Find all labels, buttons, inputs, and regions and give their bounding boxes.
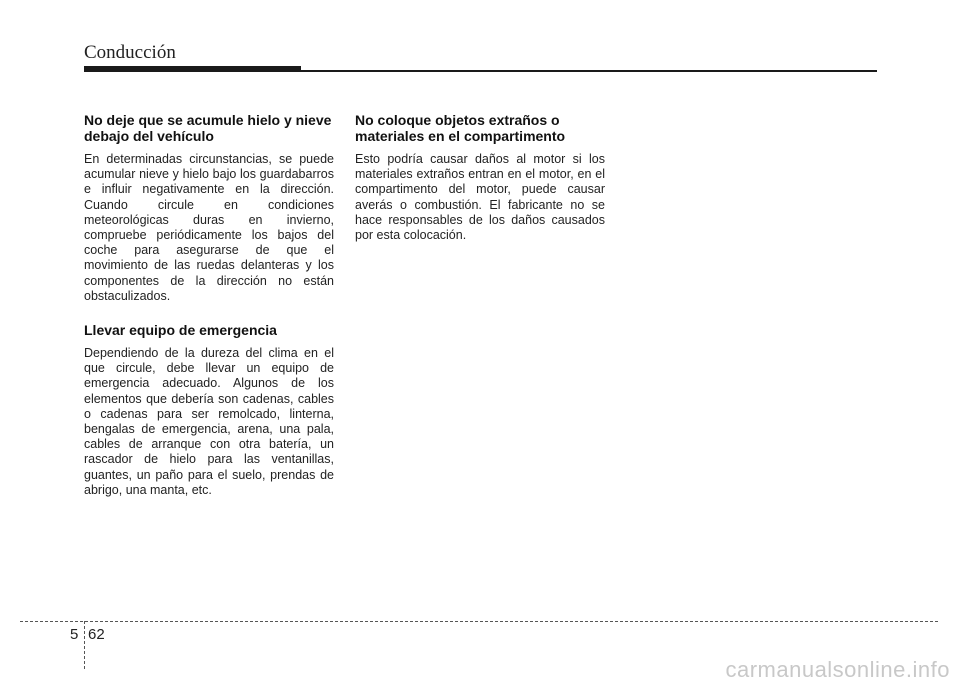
paragraph-emergency-equipment: Dependiendo de la dureza del clima en el que circule, debe llevar un equipo de emergencia adecuado. Algunos de los elementos que debería son cadenas, cables o cadenas para ser remolcado, linterna, bengalas de emergencia, arena, una pala, cables de arranque con otra batería, un rascador de hielo para las ventanillas, guantes, un paño para el suelo, prendas de abrigo, una manta, etc.: [84, 346, 334, 497]
heading-emergency-equipment: Llevar equipo de emergencia: [84, 322, 277, 339]
header-rule-thin: [301, 70, 877, 72]
footer-divider: [20, 621, 938, 622]
page-number: 62: [88, 626, 105, 643]
paragraph-ice-snow: En determinadas circunstancias, se puede acumular nieve y hielo bajo los guardabarros e influir negativamente en la dirección. Cuando circule en condiciones meteorológicas duras en invierno, compruebe periódicamente los bajos del coche para asegurarse de que el movimiento de las ruedas delanteras y los componentes de la dirección no están obstaculizados.: [84, 152, 334, 303]
header-rule-thick: [84, 66, 301, 72]
heading-ice-snow: No deje que se acumule hielo y nieve debajo del vehículo: [84, 112, 332, 144]
watermark: carmanualsonline.info: [725, 657, 950, 682]
chapter-number: 5: [70, 626, 79, 643]
heading-foreign-objects: No coloque objetos extraños o materiales en el compartimento: [355, 112, 566, 144]
footer-vertical-divider: [84, 621, 85, 669]
right-column: [355, 112, 605, 261]
left-column: [84, 112, 334, 516]
paragraph-foreign-objects: Esto podría causar daños al motor si los materiales extraños entran en el motor, en el compartimento del motor, puede causar averás o combustión. El fabricante no se hace responsables de los daños causados por esta colocación.: [355, 152, 605, 243]
section-title: Conducción: [84, 42, 176, 63]
